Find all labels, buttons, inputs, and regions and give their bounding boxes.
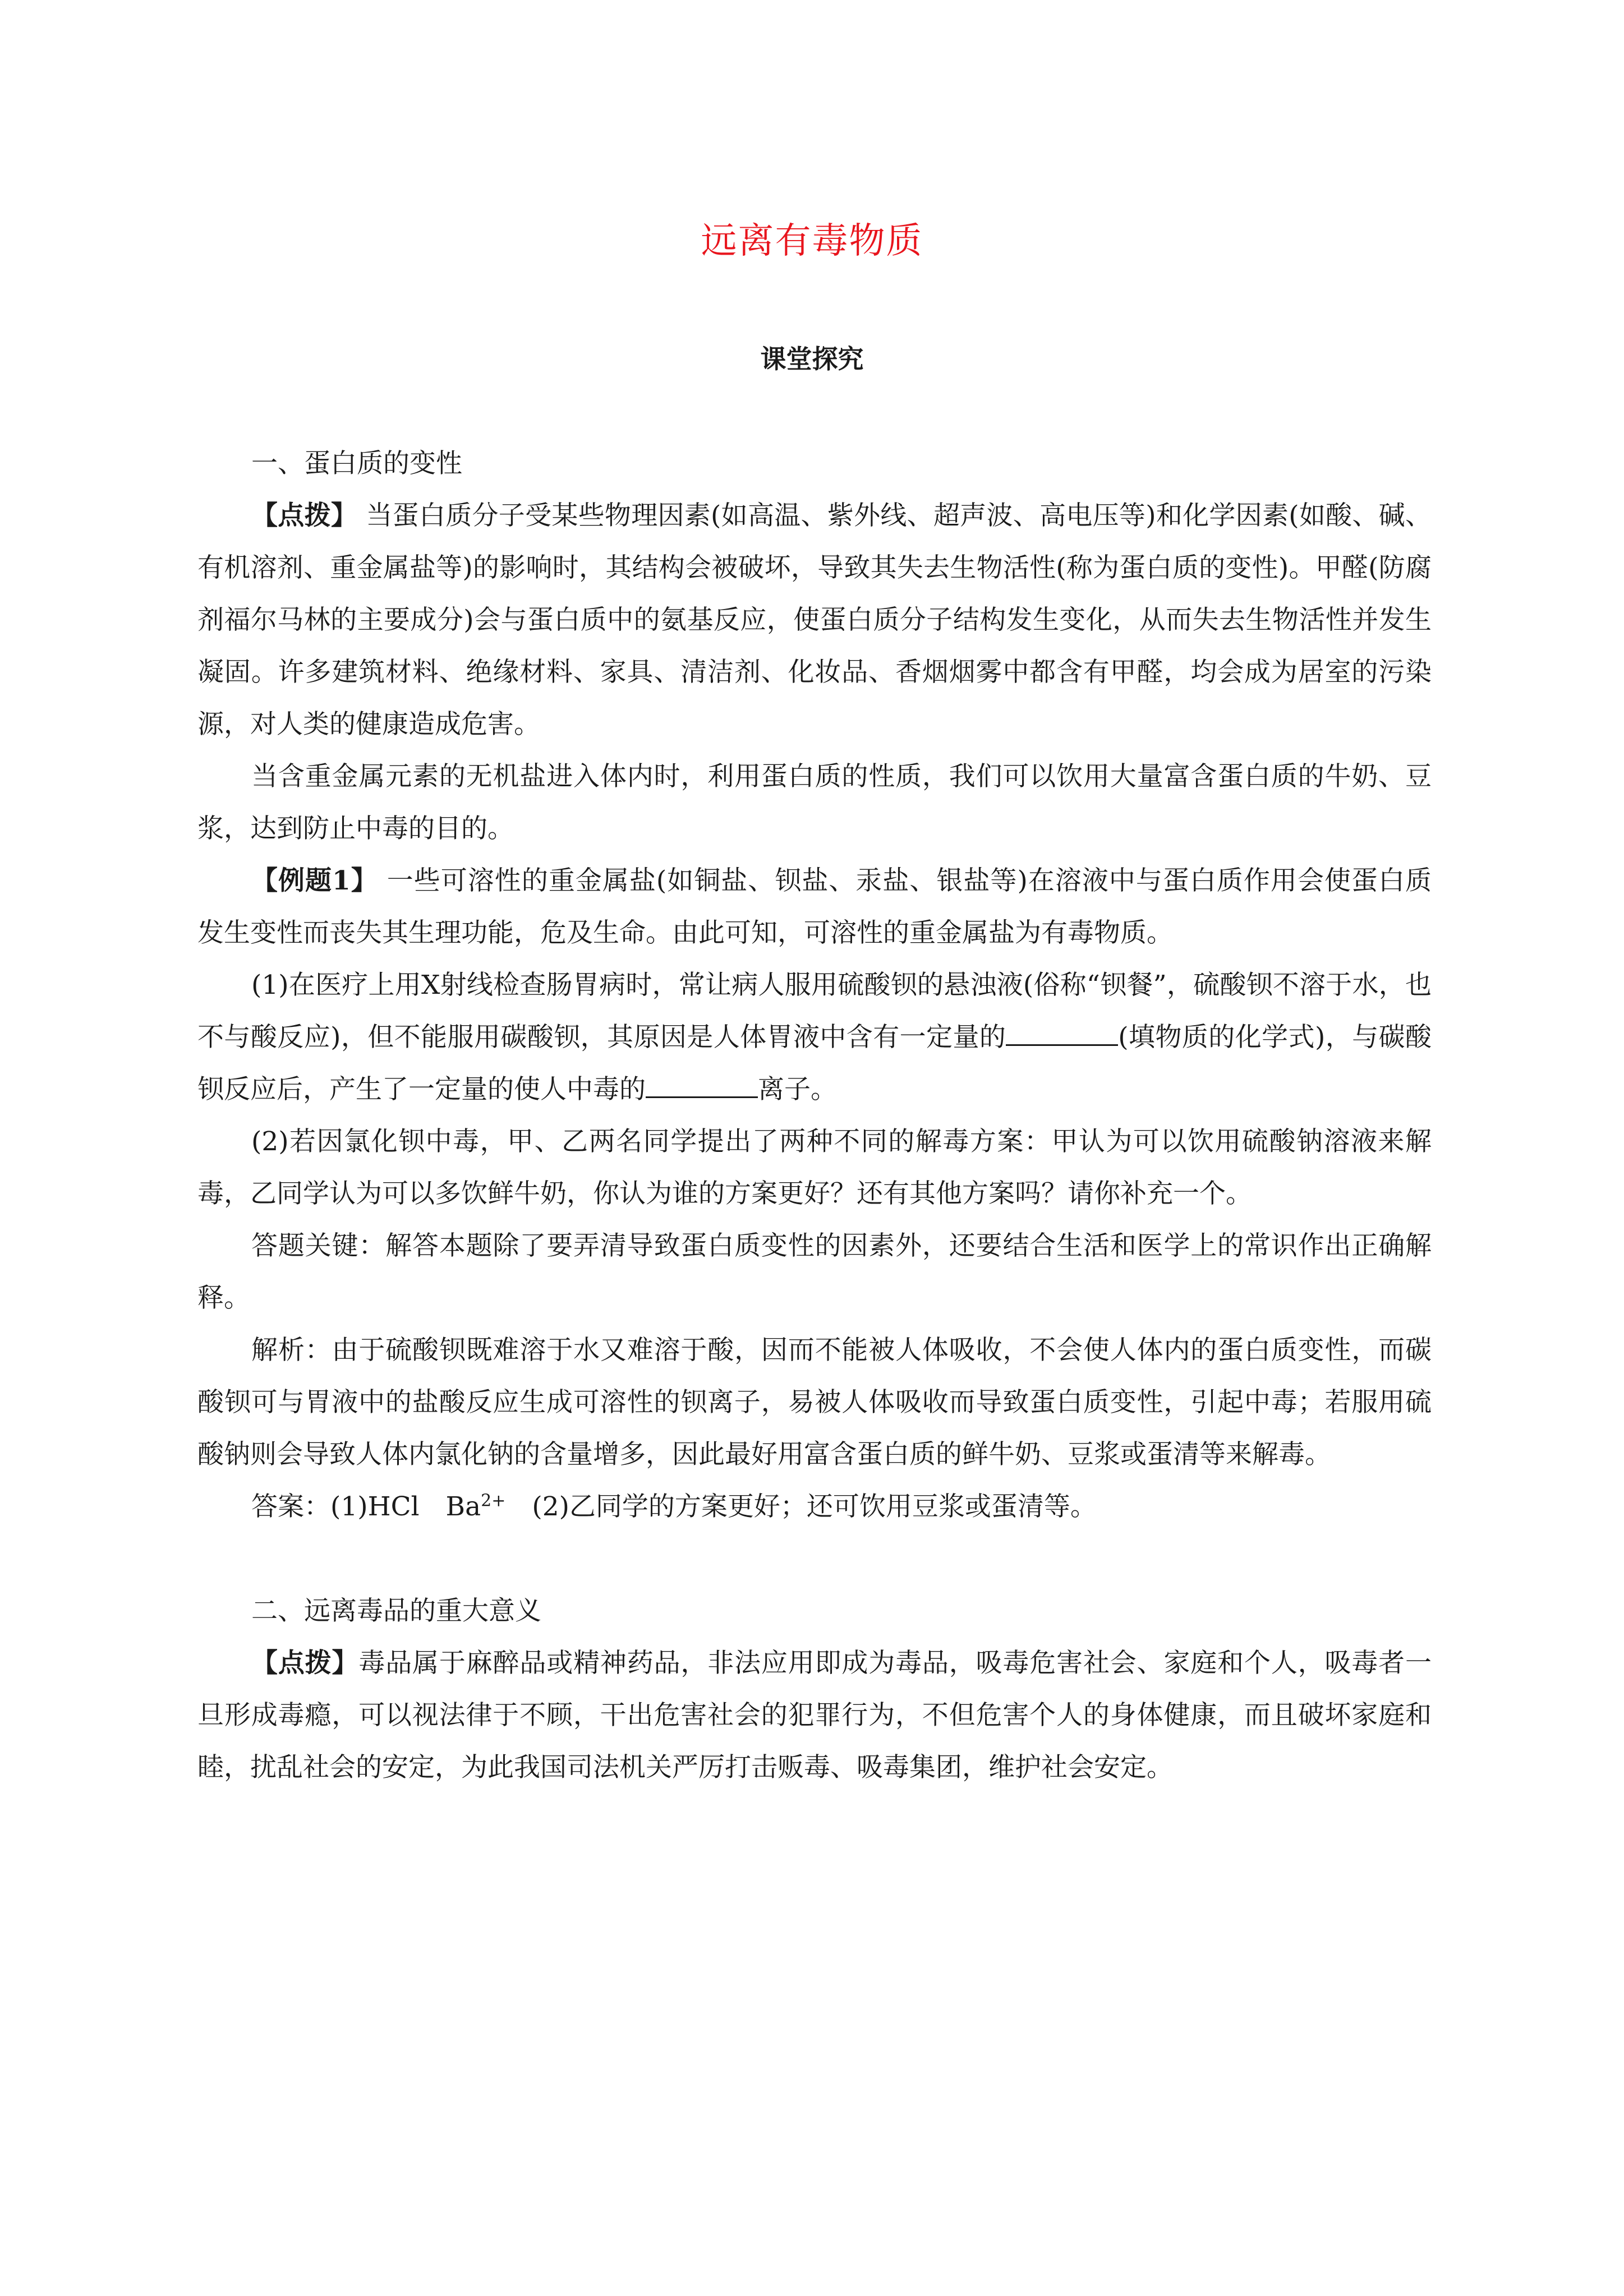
question-2: (2)若因氯化钡中毒，甲、乙两名同学提出了两种不同的解毒方案：甲认为可以饮用硫酸钠溶液来解毒，乙同学认为可以多饮鲜牛奶，你认为谁的方案更好？还有其他方案吗？请你补充一个。 xyxy=(197,1126,1432,1209)
example-text: 一些可溶性的重金属盐(如铜盐、钡盐、汞盐、银盐等)在溶液中与蛋白质作用会使蛋白质发生变性而丧失其生理功能，危及生命。由此可知，可溶性的重金属盐为有毒物质。 xyxy=(197,865,1432,948)
section-2-tip-text: 毒品属于麻醉品或精神药品，非法应用即成为毒品，吸毒危害社会、家庭和个人，吸毒者一旦形成毒瘾，可以视法律于不顾，干出危害社会的犯罪行为，不但危害个人的身体健康，而且破坏家庭和睦，扰乱社会的安定，为此我国司法机关严厉打击贩毒、吸毒集团，维护社会安定。 xyxy=(197,1648,1432,1783)
question-1-part-1: (1)在医疗上用X射线检查肠胃病时，常让病人服用硫酸钡的悬浊液(俗称“钡餐”，硫酸钡不溶于水，也不与酸反应)，但不能服用碳酸钡，其原因是人体胃液中含有一定量的 xyxy=(197,970,1432,1053)
analysis: 解析：由于硫酸钡既难溶于水又难溶于酸，因而不能被人体吸收，不会使人体内的蛋白质变性，而碳酸钡可与胃液中的盐酸反应生成可溶性的钡离子，易被人体吸收而导致蛋白质变性，引起中毒；若服用硫酸钠则会导致人体内氯化钠的含量增多，因此最好用富含蛋白质的鲜牛奶、豆浆或蛋清等来解毒。 xyxy=(197,1335,1432,1470)
tip-label: 【点拨】 xyxy=(251,500,358,531)
answer xyxy=(197,1481,1432,1533)
section-2-heading: 二、远离毒品的重大意义 xyxy=(251,1596,541,1626)
question-1-part-3: 离子。 xyxy=(758,1074,837,1105)
section-2-tip xyxy=(197,1637,1432,1794)
example-1 xyxy=(197,855,1432,959)
page-title: 远离有毒物质 xyxy=(701,220,923,262)
section-1-paragraph-2: 当含重金属元素的无机盐进入体内时，利用蛋白质的性质，我们可以饮用大量富含蛋白质的牛奶、豆浆，达到防止中毒的目的。 xyxy=(197,761,1432,844)
answer-prefix: 答案：(1)HCl Ba xyxy=(251,1491,481,1522)
answer-blank-1 xyxy=(1006,1022,1118,1046)
answer-superscript: 2+ xyxy=(481,1491,506,1511)
question-1-part-2: (填物质的化学式)，与碳酸钡反应后，产生了一定量的使人中毒的 xyxy=(197,1022,1432,1105)
example-label: 【例题1】 xyxy=(251,865,378,896)
section-1-heading: 一、蛋白质的变性 xyxy=(251,448,462,479)
answer-blank-2 xyxy=(646,1074,758,1098)
section-1-tip xyxy=(197,490,1432,750)
tip-label-2: 【点拨】 xyxy=(251,1648,359,1679)
question-1 xyxy=(197,959,1432,1115)
document-body xyxy=(197,437,1432,1794)
tip-text: 当蛋白质分子受某些物理因素(如高温、紫外线、超声波、高电压等)和化学因素(如酸、碱、有机溶剂、重金属盐等)的影响时，其结构会被破坏，导致其失去生物活性(称为蛋白质的变性)。甲醛(防腐剂福尔马林的主要成分)会与蛋白质中的氨基反应，使蛋白质分子结构发生变化，从而失去生物活性并发生凝固。许多建筑材料、绝缘材料、家具、清洁剂、化妆品、香烟烟雾中都含有甲醛，均会成为居室的污染源，对人类的健康造成危害。 xyxy=(197,500,1432,740)
answer-key: 答题关键：解答本题除了要弄清导致蛋白质变性的因素外，还要结合生活和医学上的常识作出正确解释。 xyxy=(197,1230,1432,1313)
answer-rest: (2)乙同学的方案更好；还可饮用豆浆或蛋清等。 xyxy=(505,1491,1097,1522)
spacer xyxy=(197,1533,1432,1585)
section-subtitle: 课堂探究 xyxy=(760,344,864,374)
